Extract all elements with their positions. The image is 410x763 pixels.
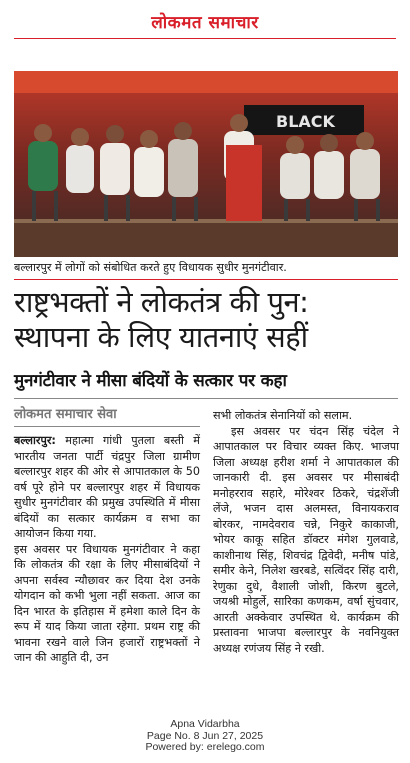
headline <box>14 285 400 355</box>
article-text: महात्मा गांधी पुतला बस्ती में भारतीय जनता पार्टी चंद्रपुर जिला ग्रामीण बल्लारपुर शहर की ओर से आपातकाल के 50 वर्ष पूरे होने पर बल्लारपुर शहर में विधायक सुधीर मुनगंटीवार की प्रमुख उपस्थिति में मीसा बंदियों का सत्कार कार्यक्रम व सभा का आयोजन किया गया. <box>14 434 200 540</box>
news-photo <box>14 71 398 257</box>
article-paragraph: सभी लोकतंत्र सेनानियों को सलाम. <box>213 409 353 422</box>
stage-photo-illustration <box>14 71 398 257</box>
photo-caption: बल्लारपुर में लोगों को संबोधित करते हुए विधायक सुधीर मुनगंटीवार. <box>14 261 287 274</box>
page-and-date: Page No. 8 Jun 27, 2025 <box>146 729 264 742</box>
powered-by: Powered by: erelego.com <box>145 741 265 753</box>
masthead-rule <box>14 38 396 39</box>
article-paragraph <box>14 433 200 542</box>
caption-rule <box>14 279 398 280</box>
headline-line-2: स्थापना के लिए यातनाएं सहीं <box>14 320 308 354</box>
publication-name: Apna Vidarbha <box>170 718 240 730</box>
byline: लोकमत समाचार सेवा <box>14 406 200 427</box>
article-paragraph: इस अवसर पर चंदन सिंह चंदेल ने आपातकाल पर विचार व्यक्त किए. भाजपा जिला अध्यक्ष हरीश शर्मा ने आपातकाल की जानकारी दी. इस अवसर पर मीसाबंदी मनोहरराव सहारे, मोरेश्वर ठिकरे, चंद्रशेंजी लेंजे, भजन दास अलमस्त, विनायकराव बोरकर, नामदेवराव चन्ने, निकुरे काकाजी, भोयर काकू सहित डॉक्टर मंगेश गुलवाडे, काशीनाथ सिंह, शिवचंद्र द्विवेदी, मनीष पांडे, समीर केने, निलेश खरबडे, सत्विंदर सिंह दारी, रेणुका दुधे, वैशाली जोशी, किरण बुटले, जयश्री मोहुर्ले, सारिका कणकम, वर्षा सुंचवार, आरती अक्केवार उपस्थित थे. कार्यक्रम की प्रस्तावना भाजपा बल्लारपुर के नवनियुक्त अध्यक्ष रणंजय सिंह ने रखी. <box>213 424 399 655</box>
page-footer <box>0 719 410 754</box>
dateline: बल्लारपुर: <box>14 434 56 447</box>
article-column-right <box>213 408 399 656</box>
article-paragraph: इस अवसर पर विधायक मुनगंटीवार ने कहा कि लोकतंत्र की रक्षा के लिए मीसाबंदियों ने अपना सर्वस्व न्यौछावर कर दिया देश उनके योगदान को कभी भुला नहीं सकता. आज का दिन भारत के इतिहास में हमेशा काले दिन के रूप में याद किया जाता रहेगा. प्रथम राष्ट्र की भावना रखने वाले जिन हजारों राष्ट्रभक्तों ने जान की आहुति दी, उन <box>14 542 200 664</box>
subheadline: मुनगंटीवार ने मीसा बंदियों के सत्कार पर कहा <box>14 371 287 391</box>
article-column-left <box>14 406 200 666</box>
subhead-rule <box>14 398 398 399</box>
headline-line-1: राष्ट्रभक्तों ने लोकतंत्र की पुन: <box>14 285 309 319</box>
newspaper-name: लोकमत समाचार <box>151 13 259 33</box>
masthead <box>0 0 410 46</box>
banner-text: BLACK <box>276 112 335 131</box>
